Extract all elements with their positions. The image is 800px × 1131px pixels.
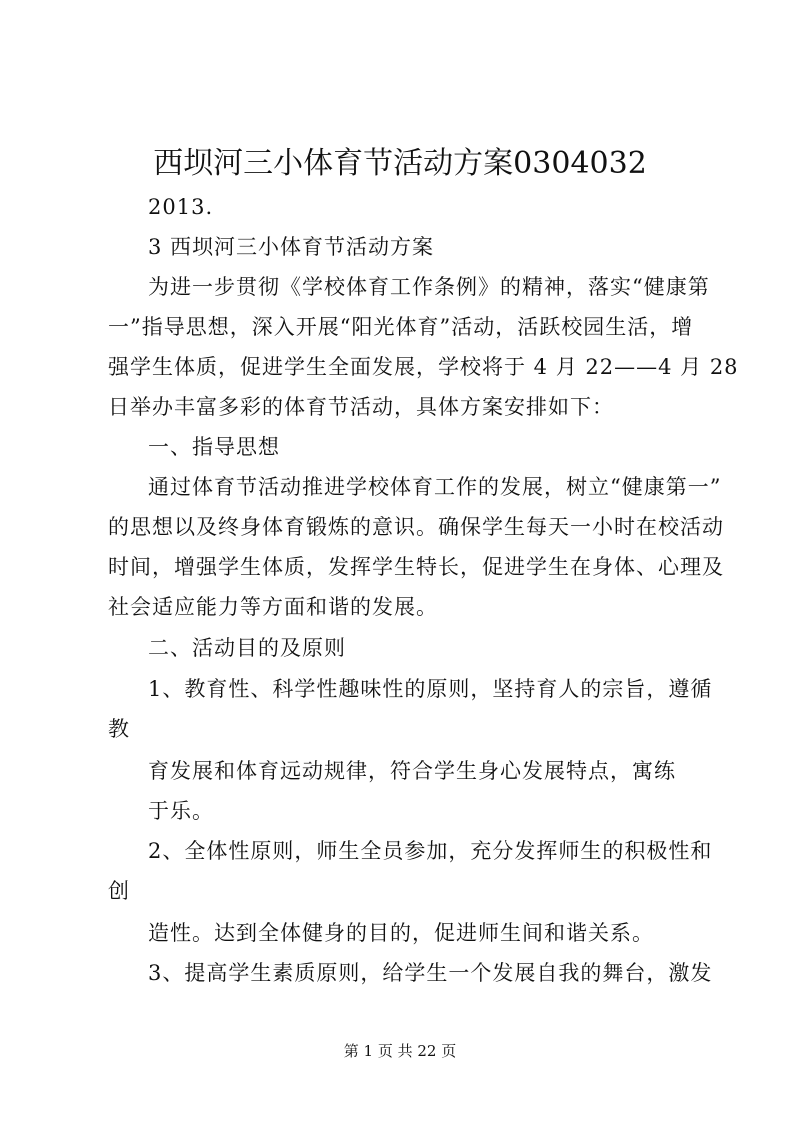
text-line: 通过体育节活动推进学校体育工作的发展，树立“健康第一” bbox=[148, 475, 722, 499]
section-heading: 一、指导思想 bbox=[148, 435, 280, 459]
text-line: 教 bbox=[108, 717, 130, 741]
text-line: 创 bbox=[108, 879, 130, 903]
text-line: 日举办丰富多彩的体育节活动，具体方案安排如下： bbox=[108, 395, 614, 419]
text-line: 社会适应能力等方面和谐的发展。 bbox=[108, 595, 438, 619]
text-line: 强学生体质，促进学生全面发展，学校将于 4 月 22——4 月 28 bbox=[108, 355, 739, 379]
text-line: 时间，增强学生体质，发挥学生特长，促进学生在身体、心理及 bbox=[108, 555, 724, 579]
text-line: 2013. bbox=[148, 195, 214, 219]
text-line: 2、全体性原则，师生全员参加，充分发挥师生的积极性和 bbox=[148, 839, 713, 863]
document-title: 西坝河三小体育节活动方案0304032 bbox=[153, 146, 647, 181]
text-line: 1、教育性、科学性趣味性的原则，坚持育人的宗旨，遵循 bbox=[148, 677, 713, 701]
text-line: 的思想以及终身体育锻炼的意识。确保学生每天一小时在校活动 bbox=[108, 515, 724, 539]
page-number: 第 1 页 共 22 页 bbox=[343, 1042, 457, 1060]
text-line: 一”指导思想，深入开展“阳光体育”活动，活跃校园生活，增 bbox=[108, 315, 694, 339]
text-line: 3 西坝河三小体育节活动方案 bbox=[148, 235, 435, 259]
text-line: 3、提高学生素质原则，给学生一个发展自我的舞台，激发 bbox=[148, 961, 713, 985]
text-line: 造性。达到全体健身的目的，促进师生间和谐关系。 bbox=[148, 921, 654, 945]
text-line: 育发展和体育远动规律，符合学生身心发展特点，寓练 bbox=[148, 759, 676, 783]
section-heading: 二、活动目的及原则 bbox=[148, 636, 346, 660]
text-line: 于乐。 bbox=[148, 799, 214, 823]
text-line: 为进一步贯彻《学校体育工作条例》的精神，落实“健康第 bbox=[148, 275, 710, 299]
